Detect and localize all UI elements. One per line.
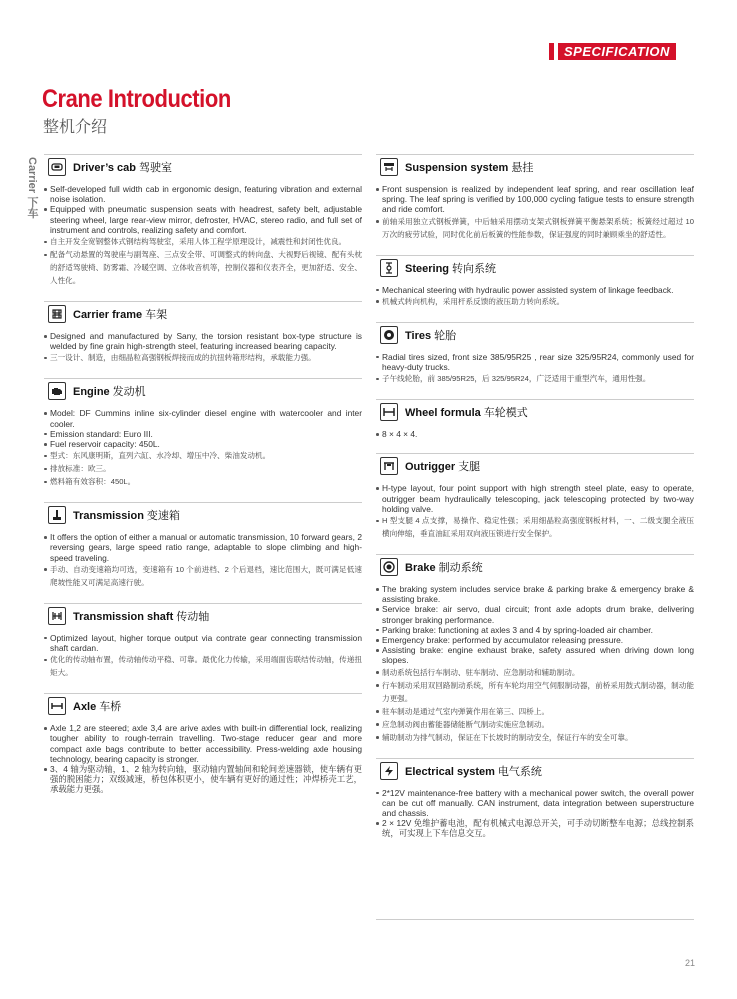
section-electrical [376, 758, 694, 839]
bullet-item: 前轴采用独立式钢板弹簧，中后轴采用摆动支架式钢板弹簧平衡悬架系统；板簧经过超过 10 万次的疲劳试验，同时优化前后板簧的性能参数，保证强度的同时兼顾乘坐的舒适性。 [376, 215, 694, 241]
bullet-item: 驻车制动是通过气室内弹簧作用在第三、四桥上。 [376, 705, 694, 718]
section-title-en: Transmission shaft [73, 610, 174, 623]
section-title-en: Carrier frame [73, 309, 143, 322]
section-title-en: Tires [405, 329, 432, 342]
section-title-cn: 转向系统 [452, 262, 497, 275]
bullet-item: Parking brake: functioning at axles 3 and 4 by spring-loaded air chamber. [376, 625, 694, 635]
transmission-icon [48, 506, 66, 524]
section-title-cn: 车架 [145, 309, 168, 322]
bullet-item: 配备气动悬置的驾驶座与副驾座、三点安全带、可调整式的转向盘、大视野后视镜、配有头枕的舒适驾驶椅、防雾霜、冷暖空调、立体收音机等，控制仪器和仪表齐全，更加舒适、安全、人性化。 [44, 248, 362, 287]
bullet-item: 燃料箱有效容积：450L。 [44, 475, 362, 488]
bullet-item: 型式：东风康明斯，直列六缸、水冷却、增压中冷、柴油发动机。 [44, 449, 362, 462]
section-transmission [44, 502, 362, 589]
page-title: Crane Introduction [42, 85, 231, 113]
bullet-list [376, 584, 694, 744]
section-header [44, 154, 362, 179]
bullet-list [44, 184, 362, 287]
bullet-item: Assisting brake: engine exhaust brake, safety assured when driving down long slopes. [376, 645, 694, 665]
bullet-item: Model: DF Cummins inline six-cylinder diesel engine with watercooler and inter cooler. [44, 408, 362, 428]
section-header [44, 378, 362, 403]
section-brake [376, 554, 694, 744]
bullet-item: H 型支腿 4 点支撑，易操作、稳定性强；采用细晶粒高强度钢板材料，一、二级支腿全液压横向伸缩，垂直油缸采用双向液压锁进行安全保护。 [376, 514, 694, 540]
bullet-item: 排放标准：欧三。 [44, 462, 362, 475]
bullet-list [44, 723, 362, 794]
section-title [73, 383, 146, 399]
bottom-divider [376, 919, 694, 920]
section-steering [376, 255, 694, 308]
bullet-item: 制动系统包括行车制动、驻车制动、应急制动和辅助制动。 [376, 666, 694, 679]
bullet-item: Emergency brake: performed by accumulator releasing pressure. [376, 635, 694, 645]
bullet-item: Optimized layout, higher torque output via contrate gear connecting transmission shaft cardan. [44, 633, 362, 653]
side-label: Carrier 下车 [26, 157, 38, 219]
section-title-cn: 车桥 [99, 701, 122, 714]
bullet-item: 手动、自动变速箱均可选，变速箱有 10 个前进档、2 个后退档，速比范围大，既可满足低速爬坡性能又可满足高速行驶。 [44, 563, 362, 589]
section-header [376, 322, 694, 347]
bullet-list [44, 331, 362, 364]
steering-icon [380, 259, 398, 277]
section-title [73, 698, 121, 714]
bullet-item: Emission standard: Euro III. [44, 429, 362, 439]
bullet-item: Front suspension is realized by independent leaf spring, and rear oscillation leaf spring. The leaf spring is verified by 100,000 cycling fatigue tests to ensure strength and ride comfort. [376, 184, 694, 215]
bullet-item: 3、4 轴为驱动轴，1、2 轴为转向轴，驱动轴内置轴间和轮间差速器锁，使车辆有更强的脱困能力；双级减速，桥包体积更小，使车辆有更好的通过性；冲焊桥壳工艺，承载能力更强。 [44, 764, 362, 795]
right-column [376, 154, 694, 839]
section-header [376, 399, 694, 424]
bullet-item: Service brake: air servo, dual circuit; front axle adopts drum brake, delivering stronger braking performance. [376, 604, 694, 624]
section-title [73, 159, 172, 175]
section-title [405, 404, 528, 420]
specification-label: SPECIFICATION [558, 43, 676, 60]
bullet-list [376, 788, 694, 839]
section-title-cn: 制动系统 [438, 562, 483, 575]
bullet-item: 2*12V maintenance-free battery with a mechanical power switch, the overall power can be cut off manually. CAN instrument, data integration between superstructure and chassis. [376, 788, 694, 819]
section-title-en: Electrical system [405, 765, 495, 778]
section-header [44, 301, 362, 326]
section-title [73, 306, 167, 322]
bullet-list [376, 429, 694, 439]
section-header [44, 502, 362, 527]
section-title-en: Wheel formula [405, 407, 481, 420]
bullet-item: Designed and manufactured by Sany, the torsion resistant box-type structure is welded by fine grain high-strength steel, featuring increased bearing capacity. [44, 331, 362, 351]
suspension-icon [380, 158, 398, 176]
section-header [376, 453, 694, 478]
section-title-cn: 车轮模式 [483, 407, 528, 420]
section-title [405, 327, 456, 343]
section-title-cn: 轮胎 [434, 329, 457, 342]
section-engine [44, 378, 362, 488]
axle-icon [48, 697, 66, 715]
bullet-list [44, 633, 362, 679]
section-header [376, 154, 694, 179]
bullet-list [376, 184, 694, 241]
section-header [376, 554, 694, 579]
shaft-icon [48, 607, 66, 625]
section-header [44, 603, 362, 628]
frame-icon [48, 305, 66, 323]
section-title-en: Axle [73, 701, 97, 714]
section-title-cn: 变速箱 [146, 510, 180, 523]
page-subtitle: 整机介绍 [43, 119, 108, 136]
bullet-list [376, 352, 694, 385]
bullet-item: Mechanical steering with hydraulic power assisted system of linkage feedback. [376, 285, 694, 295]
bullet-item: 机械式转向机构，采用杆系反馈的液压助力转向系统。 [376, 295, 694, 308]
section-title [405, 559, 483, 575]
section-title [73, 608, 209, 624]
page-number: 21 [685, 958, 696, 968]
section-title-cn: 悬挂 [511, 162, 534, 174]
bullet-item: 辅助制动为排气制动，保证在下长坡时的制动安全，保证行车的安全可靠。 [376, 731, 694, 744]
section-axle [44, 693, 362, 794]
section-title-cn: 发动机 [112, 386, 146, 399]
section-title-en: Outrigger [405, 461, 456, 474]
section-title-en: Steering [405, 262, 450, 275]
section-title-cn: 传动轴 [176, 610, 210, 623]
bullet-item: The braking system includes service brake & parking brake & emergency brake & assisting brake. [376, 584, 694, 604]
section-tire [376, 322, 694, 385]
bullet-item: 行车制动采用双回路制动系统，所有车轮均用空气伺服制动器，前桥采用鼓式制动器，制动能力更强。 [376, 679, 694, 705]
bullet-item: 应急制动阀由蓄能器储能断气制动实施应急制动。 [376, 718, 694, 731]
engine-icon [48, 382, 66, 400]
bullet-item: Fuel reservoir capacity: 450L. [44, 439, 362, 449]
section-frame [44, 301, 362, 364]
section-title-cn: 驾驶室 [138, 162, 172, 174]
bullet-list [44, 408, 362, 488]
left-column [44, 154, 362, 795]
bullet-item: 2 × 12V 免维护蓄电池，配有机械式电源总开关，可手动切断整车电源；总线控制系统，可实现上下车信息交互。 [376, 818, 694, 838]
bullet-item: H-type layout, four point support with high strength steel plate, easy to operate, outrigger beam hydraulically telescoping, jack telescoping protected by two-way holding valve. [376, 483, 694, 514]
section-header [44, 693, 362, 718]
bullet-item: 子午线轮胎，前 385/95R25，后 325/95R24，广泛适用于重型汽车，通用性强。 [376, 372, 694, 385]
section-title [73, 507, 180, 523]
section-title-cn: 支腿 [458, 461, 481, 474]
section-title [405, 260, 496, 276]
tire-icon [380, 326, 398, 344]
section-title-cn: 电气系统 [497, 765, 542, 778]
bullet-item: Radial tires sized, front size 385/95R25 , rear size 325/95R24, commonly used for heavy-duty trucks. [376, 352, 694, 372]
section-header [376, 758, 694, 783]
bullet-item: 自主开发全宽钢整体式钢结构驾驶室，采用人体工程学原理设计，减震性和封闭性优良。 [44, 235, 362, 248]
section-title-en: Suspension system [405, 162, 509, 174]
bullet-item: 8 × 4 × 4. [376, 429, 694, 439]
section-title-en: Transmission [73, 510, 144, 523]
bullet-item: Axle 1,2 are steered; axle 3,4 are arive axles with built-in differential lock, realizing tougher ability to rough-terrain travelling. Two-stage reducer gear and more compact axle bags contribute to better accessibility. Press-welding axle housing technology, bearing capacity is stronger. [44, 723, 362, 764]
section-shaft [44, 603, 362, 679]
section-header [376, 255, 694, 280]
electrical-icon [380, 762, 398, 780]
bullet-item: Self-developed full width cab in ergonomic design, featuring vibration and external noise isolation. [44, 184, 362, 204]
section-suspension [376, 154, 694, 241]
outrigger-icon [380, 457, 398, 475]
bullet-list [376, 483, 694, 540]
specification-tag [549, 43, 676, 60]
section-title [405, 159, 533, 175]
bullet-item: 优化的传动轴布置，传动轴传动平稳、可靠。最优化力传输，采用端面齿联结传动轴，传递扭矩大。 [44, 653, 362, 679]
section-title-en: Engine [73, 386, 110, 399]
section-title-en: Brake [405, 562, 436, 575]
section-title-en: Driver’s cab [73, 162, 136, 174]
bullet-list [44, 532, 362, 589]
brake-icon [380, 558, 398, 576]
wheel-formula-icon [380, 403, 398, 421]
cab-icon [48, 158, 66, 176]
bullet-item: 三一设计、制造，由细晶粒高强钢板焊接而成的抗扭转箱形结构，承载能力强。 [44, 351, 362, 364]
section-outrigger [376, 453, 694, 540]
section-wheel-formula [376, 399, 694, 439]
bullet-list [376, 285, 694, 308]
section-title [405, 763, 542, 779]
section-cab [44, 154, 362, 287]
bullet-item: It offers the option of either a manual or automatic transmission, 10 forward gears, 2 reversing gears, large speed ratio range, adaptable to slope climbing and high-speed traveling. [44, 532, 362, 563]
bullet-item: Equipped with pneumatic suspension seats with headrest, safety belt, adjustable steering wheel, large rear-view mirror, defroster, HVAC, stereo radio, and full set of instrument and controls, realizing safety and comfort. [44, 204, 362, 235]
section-title [405, 458, 480, 474]
tag-bar [549, 43, 554, 60]
